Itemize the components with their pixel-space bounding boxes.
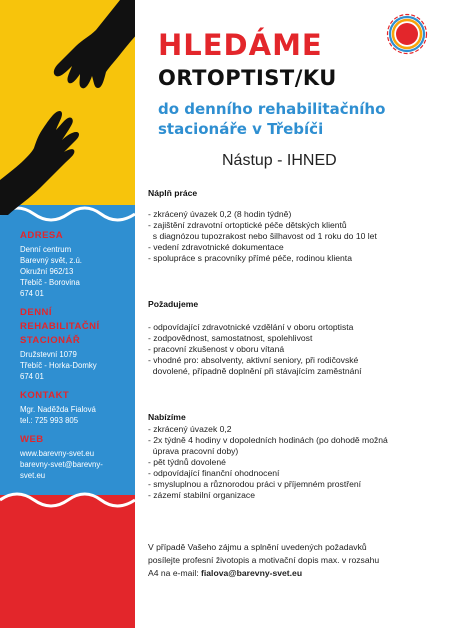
application-instructions	[148, 541, 443, 580]
requirements-heading: Požadujeme	[148, 299, 199, 309]
list-item: - zkrácený úvazek 0,2	[148, 424, 232, 434]
station-heading: DENNÍ	[20, 307, 53, 318]
reaching-hands-icon	[0, 0, 135, 215]
email-link[interactable]: barevny-svet@barevny-	[20, 460, 103, 469]
requirements-list	[148, 322, 443, 377]
list-item: - pracovní zkušenost v oboru vítaná	[148, 344, 285, 354]
address-line: Okružní 962/13	[20, 267, 74, 276]
address-line: Denní centrum	[20, 245, 72, 254]
footer-line: posílejte profesní životopis a motivační dopis max. v rozsahu	[148, 555, 380, 565]
list-item: - zkrácený úvazek 0,2 (8 hodin týdně)	[148, 209, 292, 219]
list-item: s diagnózou tupozrakost nebo šilhavost od 1 roku do 10 let	[148, 231, 377, 241]
list-item: - vhodné pro: absolventy, aktivní seniory, při rodičovské	[148, 355, 359, 365]
list-item: dovolené, případně doplnění při stávajícím zaměstnání	[148, 366, 362, 376]
list-item: - 2x týdně 4 hodiny v dopoledních hodinách (po dohodě možná	[148, 435, 388, 445]
duties-heading: Náplň práce	[148, 188, 198, 198]
list-item: - spolupráce s pracovníky přímé péče, rodinou klienta	[148, 253, 352, 263]
footer-line: V případě Vašeho zájmu a splnění uvedených požadavků	[148, 542, 367, 552]
list-item: - odpovídající zdravotnické vzdělání v oboru ortoptista	[148, 322, 354, 332]
web-heading: WEB	[20, 434, 44, 445]
address-line: 674 01	[20, 289, 44, 298]
list-item: - zajištění zdravotní ortoptické péče dětských klientů	[148, 220, 347, 230]
position-title: ORTOPTIST/KU	[158, 66, 337, 90]
list-item: - pět týdnů dovolené	[148, 457, 226, 467]
offer-list	[148, 424, 443, 501]
offer-heading: Nabízíme	[148, 412, 186, 422]
list-item: - vedení zdravotnické dokumentace	[148, 242, 284, 252]
footer-line	[148, 567, 443, 580]
left-color-column	[0, 0, 135, 628]
station-line: Družstevní 1079	[20, 350, 77, 359]
contact-line: Mgr. Naděžda Fialová	[20, 405, 96, 414]
list-item: - odpovídající finanční ohodnocení	[148, 468, 280, 478]
email-link-cont[interactable]: svet.eu	[20, 471, 46, 480]
address-line: Třebíč - Borovina	[20, 278, 80, 287]
red-band	[0, 495, 135, 628]
station-line: 674 01	[20, 372, 44, 381]
station-heading: REHABILITAČNÍ	[20, 321, 100, 332]
contact-phone[interactable]: tel.: 725 993 805	[20, 416, 79, 425]
sidebar-contact-info	[20, 230, 130, 489]
station-line: Třebíč - Horka-Domky	[20, 361, 97, 370]
web-link[interactable]: www.barevny-svet.eu	[20, 449, 95, 458]
contact-heading: KONTAKT	[20, 390, 70, 401]
address-line: Barevný svět, z.ú.	[20, 256, 82, 265]
contact-email-link[interactable]: fialova@barevny-svet.eu	[201, 568, 303, 578]
list-item: - zodpovědnost, samostatnost, spolehlivost	[148, 333, 313, 343]
workplace-line: do denního rehabilitačního	[158, 100, 386, 118]
address-heading: ADRESA	[20, 230, 64, 241]
page-title: HLEDÁME	[158, 28, 323, 62]
start-date: Nástup - IHNED	[222, 152, 337, 169]
list-item: - zázemí stabilní organizace	[148, 490, 255, 500]
footer-prefix: A4 na e-mail:	[148, 568, 202, 578]
workplace-line: stacionáře v Třebíči	[158, 120, 324, 138]
station-heading: STACIONÁŘ	[20, 335, 81, 346]
list-item: úprava pracovní doby)	[148, 446, 239, 456]
duties-list	[148, 209, 443, 264]
barevny-svet-logo	[381, 8, 433, 60]
list-item: - smysluplnou a různorodou práci v příjemném prostření	[148, 479, 362, 489]
wave-divider-bottom	[0, 488, 135, 512]
